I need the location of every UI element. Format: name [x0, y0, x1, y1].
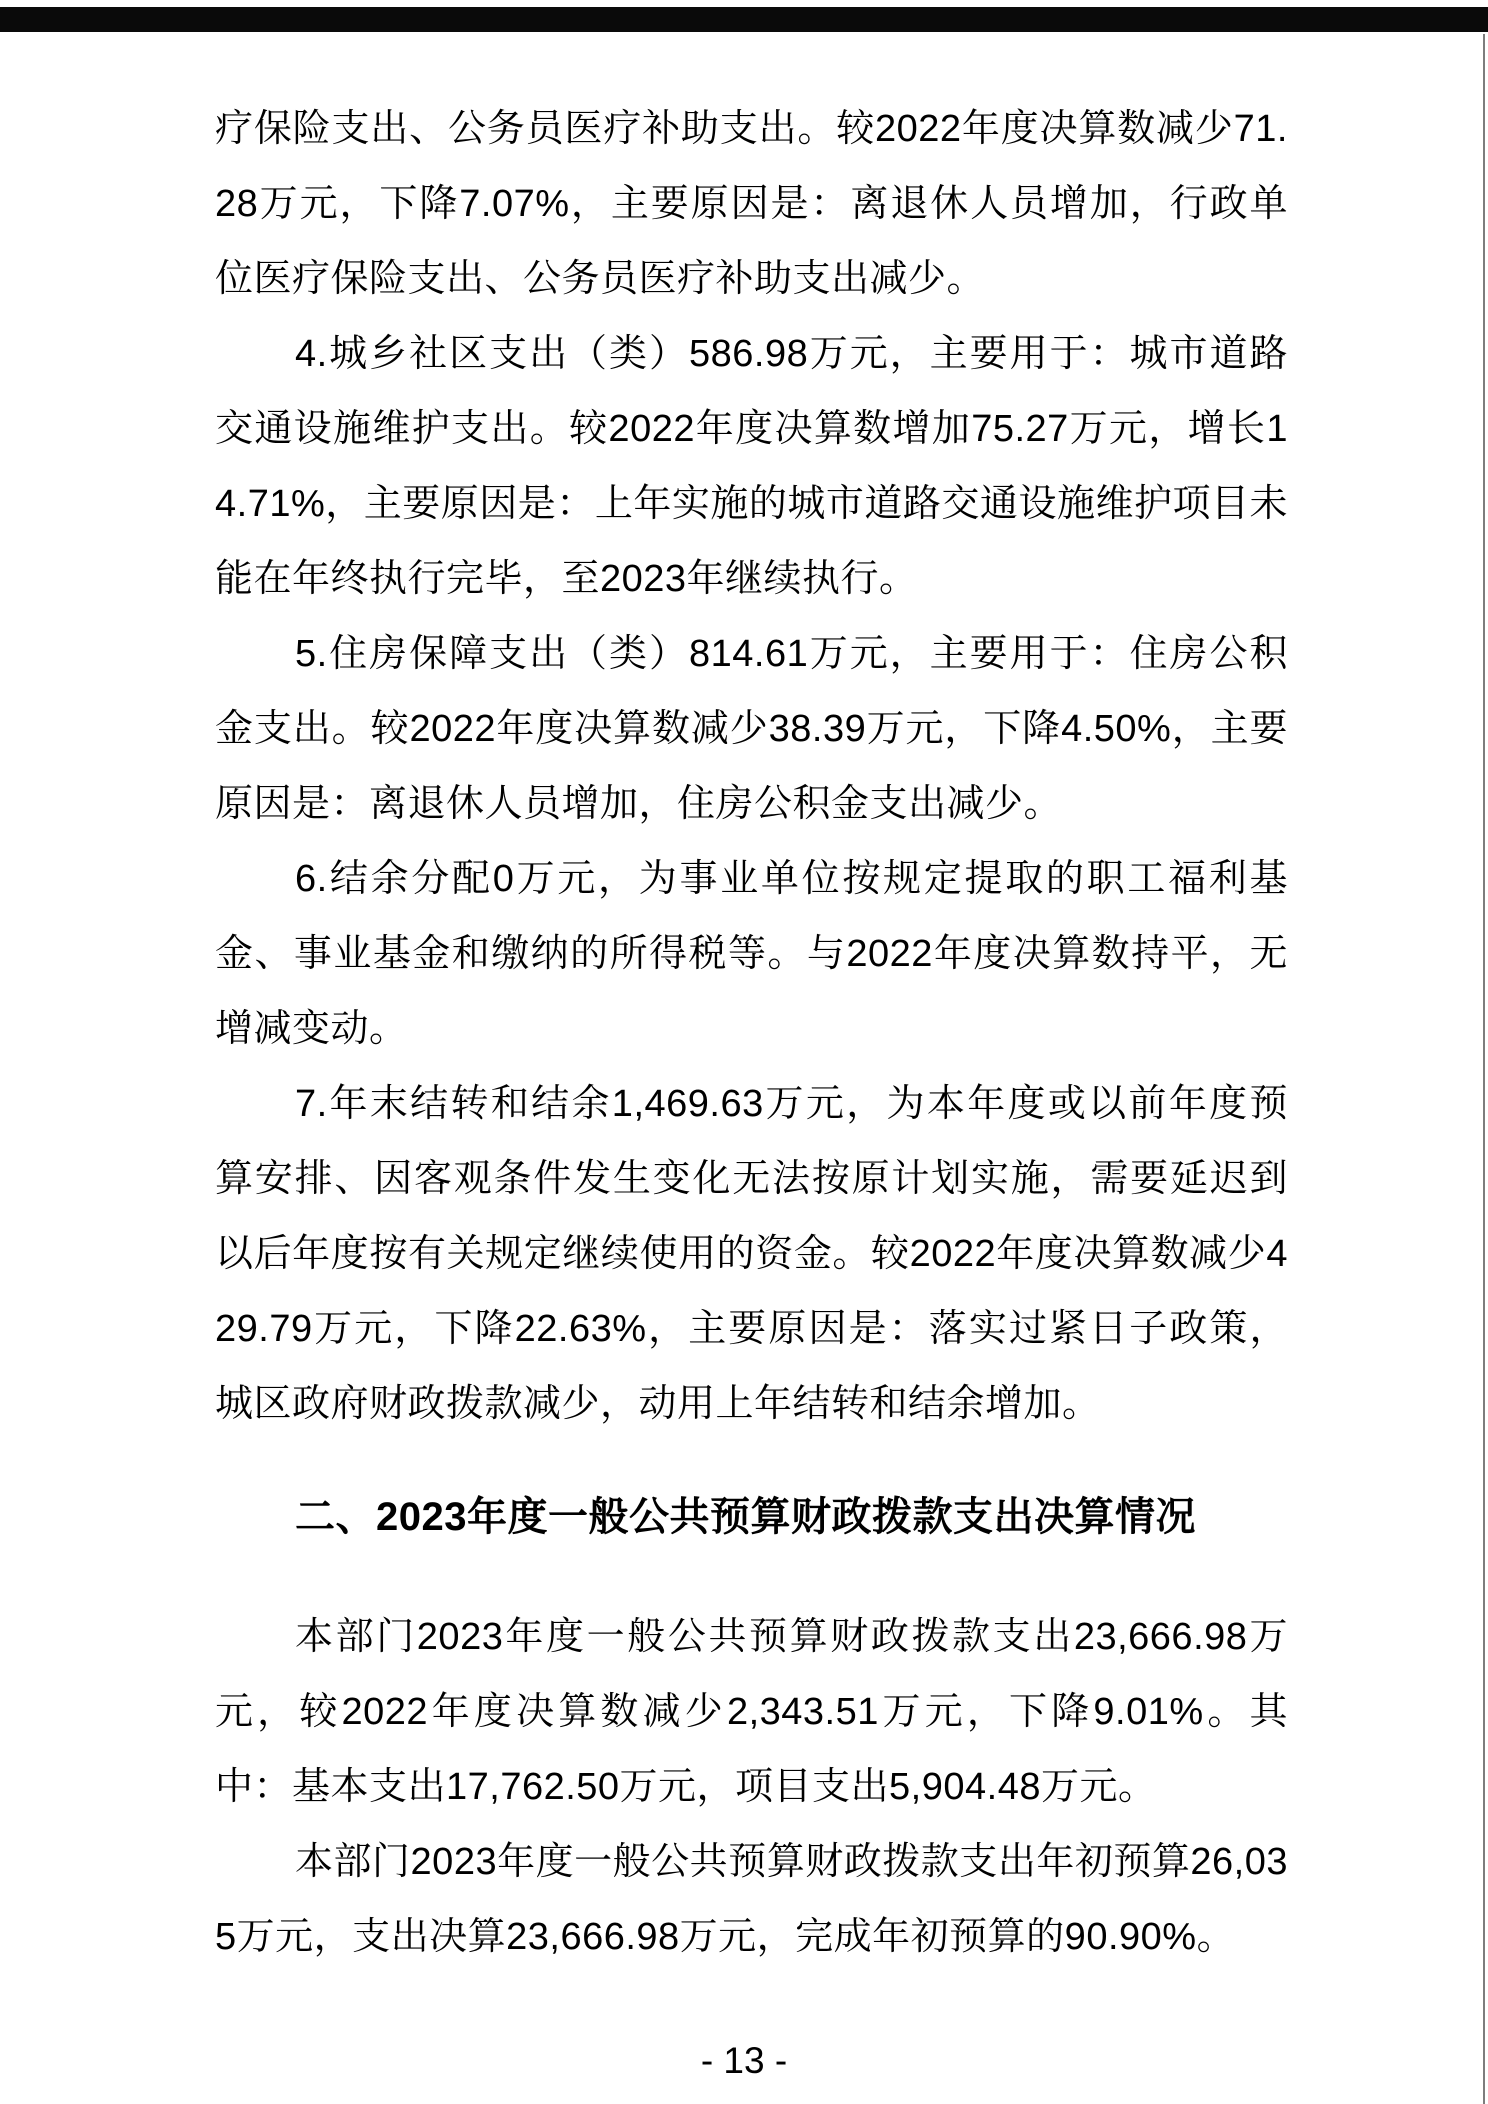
section-heading-general-public-budget-expenditure: 二、2023年度一般公共预算财政拨款支出决算情况 [295, 1495, 1196, 1539]
paragraph-medical-insurance-continuation: 疗保险支出、公务员医疗补助支出。较2022年度决算数减少71.28万元，下降7.07%，主要原因是：离退休人员增加，行政单位医疗保险支出、公务员医疗补助支出减少。 [215, 108, 1288, 300]
paragraph-budget-completion-rate: 本部门2023年度一般公共预算财政拨款支出年初预算26,035万元，支出决算23,666.98万元，完成年初预算的90.90%。 [215, 1841, 1288, 1958]
page-number: - 13 - [700, 2040, 788, 2081]
document-body [215, 92, 1288, 1975]
paragraph-7-year-end-carryover: 7.年末结转和结余1,469.63万元，为本年度或以前年度预算安排、因客观条件发生变化无法按原计划实施，需要延迟到以后年度按有关规定继续使用的资金。较2022年度决算数减少429.79万元，下降22.63%，主要原因是：落实过紧日子政策，城区政府财政拨款减少，动用上年结转和结余增加。 [215, 1083, 1288, 1425]
top-border-bar [0, 7, 1488, 32]
paragraph-5-housing-security-expense: 5.住房保障支出（类）814.61万元，主要用于：住房公积金支出。较2022年度决算数减少38.39万元，下降4.50%，主要原因是：离退休人员增加，住房公积金支出减少。 [215, 633, 1288, 825]
page-right-edge-line [1483, 34, 1485, 2104]
paragraph-budget-expenditure-total: 本部门2023年度一般公共预算财政拨款支出23,666.98万元，较2022年度决算数减少2,343.51万元，下降9.01%。其中：基本支出17,762.50万元，项目支出5,904.48万元。 [215, 1616, 1288, 1808]
paragraph-6-surplus-distribution: 6.结余分配0万元，为事业单位按规定提取的职工福利基金、事业基金和缴纳的所得税等。与2022年度决算数持平，无增减变动。 [215, 858, 1288, 1050]
paragraph-4-urban-rural-community-expense: 4.城乡社区支出（类）586.98万元，主要用于：城市道路交通设施维护支出。较2022年度决算数增加75.27万元，增长14.71%，主要原因是：上年实施的城市道路交通设施维护项目未能在年终执行完毕，至2023年继续执行。 [215, 333, 1288, 600]
